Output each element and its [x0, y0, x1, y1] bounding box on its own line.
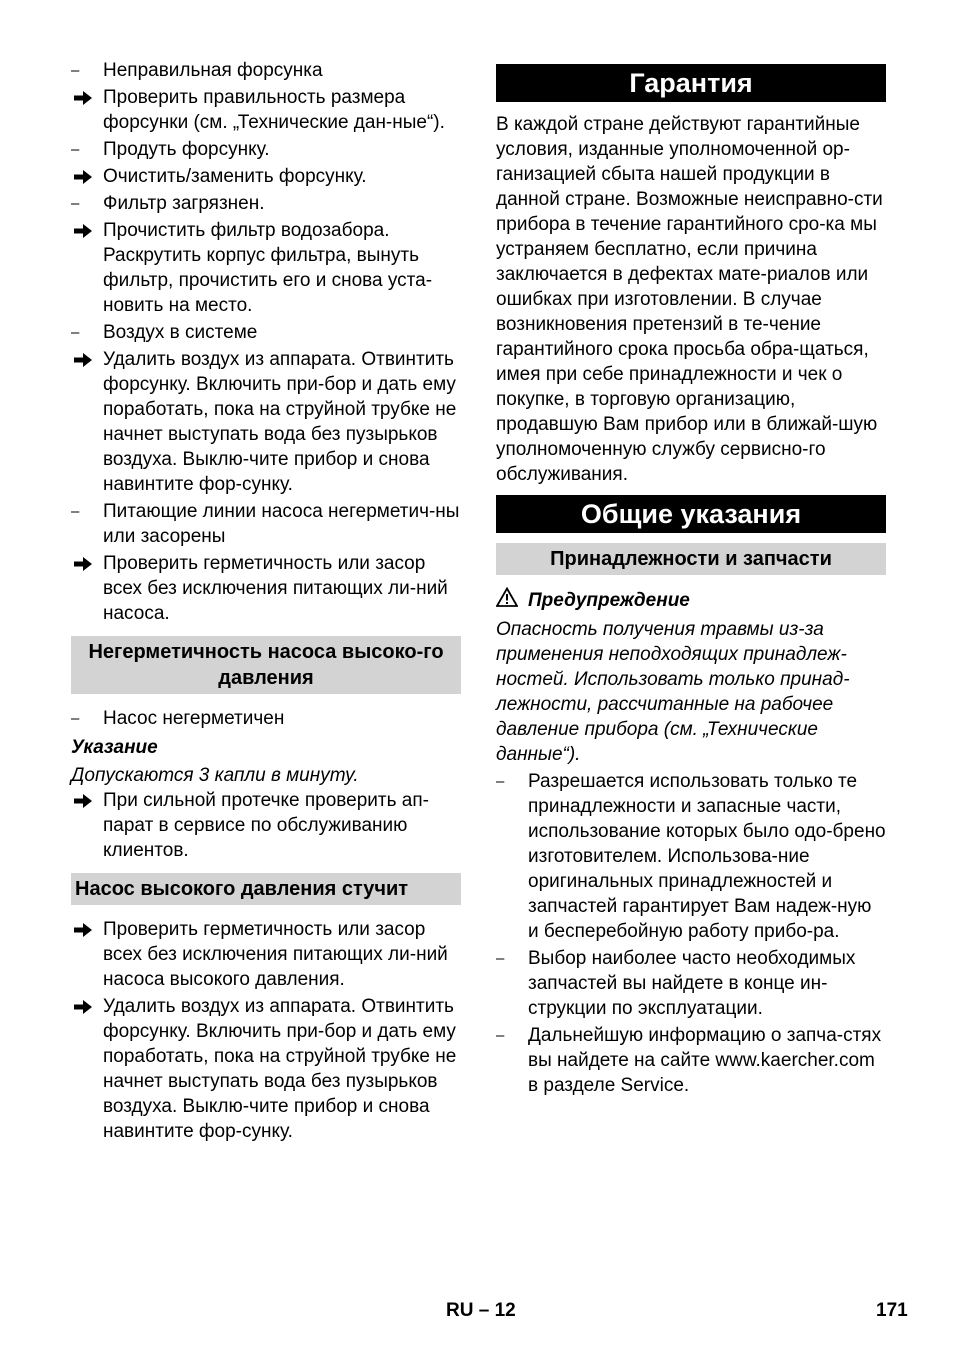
- page-number: 171: [876, 1300, 908, 1321]
- list-item: – Продуть форсунку.: [71, 139, 270, 160]
- list-item: При сильной протечке проверить ап-парат в сервисе по обслуживанию клиентов.: [71, 788, 461, 863]
- section-heading-pump-knocks: Насос высокого давления стучит: [71, 873, 461, 905]
- list-item: – Неправильная форсунка: [71, 60, 323, 81]
- list-item: Очистить/заменить форсунку.: [71, 164, 461, 189]
- list-item: – Выбор наиболее часто необходимых запчастей вы найдете в конце ин-струкции по эксплуатации.: [496, 948, 856, 1019]
- list-item: Проверить правильность размера форсунки (см. „Технические дан-ные“).: [71, 85, 461, 135]
- warning-triangle-icon: [496, 587, 528, 614]
- section-heading-warranty: Гарантия: [496, 64, 886, 102]
- dash-bullet: –: [71, 62, 80, 79]
- warning-label: Предупреждение: [528, 590, 690, 611]
- warning-text: Опасность получения травмы из-за применения неподходящих принадлеж-ностей. Использовать только принад-лежности, рассчитанные на рабочее давление прибора (см. „Технические данные“).: [496, 619, 850, 765]
- right-column: [496, 58, 886, 1100]
- list-item: Прочистить фильтр водозабора. Раскрутить корпус фильтра, вынуть фильтр, прочистить его и снова уста-новить на место.: [71, 218, 461, 318]
- dash-bullet: –: [71, 324, 80, 341]
- dash-bullet: –: [496, 1027, 505, 1044]
- troubleshooting-list: [71, 58, 461, 626]
- dash-bullet: –: [496, 773, 505, 790]
- section-heading-general: Общие указания: [496, 495, 886, 533]
- dash-bullet: –: [71, 503, 80, 520]
- note-label: Указание: [71, 737, 158, 758]
- list-item: – Дальнейшую информацию о запча-стях вы найдете на сайте www.kaercher.com в разделе Service.: [496, 1025, 882, 1096]
- list-item: – Воздух в системе: [71, 322, 258, 343]
- left-column: [71, 58, 461, 1146]
- dash-bullet: –: [71, 710, 80, 727]
- list-item: – Питающие линии насоса негерметич-ны или засорены: [71, 501, 460, 547]
- section-heading-pump-leak: Негерметичность насоса высоко-го давления: [71, 636, 461, 694]
- list-item: Удалить воздух из аппарата. Отвинтить форсунку. Включить при-бор и дать ему поработать, пока на струйной трубке не начнет выступать вода без пузырьков воздуха. Выклю-чите прибор и снова навинтите фор-сунку.: [71, 994, 461, 1144]
- warranty-text: В каждой стране действуют гарантийные условия, изданные уполномоченной ор-ганизацией сбыта нашей продукции в данной стране. Возможные неисправно-сти прибора в течение гарантийного сро-ка мы устраняем бесплатно, если причина заключается в дефектах мате-риалов или ошибках при изготовлении. В случае возникновения претензий в те-чение гарантийного срока просьба обра-щаться, имея при себе принадлежности и чек о покупке, в торговую организацию, продавшую Вам прибор или в ближай-шую уполномоченную службу сервисно-го обслуживания.: [496, 114, 883, 485]
- list-item: – Насос негерметичен: [71, 708, 285, 729]
- warning-heading: [496, 587, 886, 614]
- list-item: Удалить воздух из аппарата. Отвинтить форсунку. Включить при-бор и дать ему поработать, пока на струйной трубке не начнет выступать вода без пузырьков воздуха. Выклю-чите прибор и снова навинтите фор-сунку.: [71, 347, 461, 497]
- dash-bullet: –: [71, 195, 80, 212]
- list-item: – Разрешается использовать только те принадлежности и запасные части, использование которых было одо-брено изготовителем. Использова-ние оригинальных принадлежностей и запчастей гарантирует Вам надеж-ную и бесперебойную работу прибо-ра.: [496, 771, 886, 942]
- footer-language-page: RU – 12: [446, 1300, 516, 1321]
- list-item: – Фильтр загрязнен.: [71, 193, 265, 214]
- note-text: Допускаются 3 капли в минуту.: [71, 765, 359, 786]
- dash-bullet: –: [71, 141, 80, 158]
- list-item: Проверить герметичность или засор всех без исключения питающих ли-ний насоса высокого давления.: [71, 917, 461, 992]
- dash-bullet: –: [496, 950, 505, 967]
- list-item: Проверить герметичность или засор всех без исключения питающих ли-ний насоса.: [71, 551, 461, 626]
- section-heading-accessories: Принадлежности и запчасти: [496, 543, 886, 575]
